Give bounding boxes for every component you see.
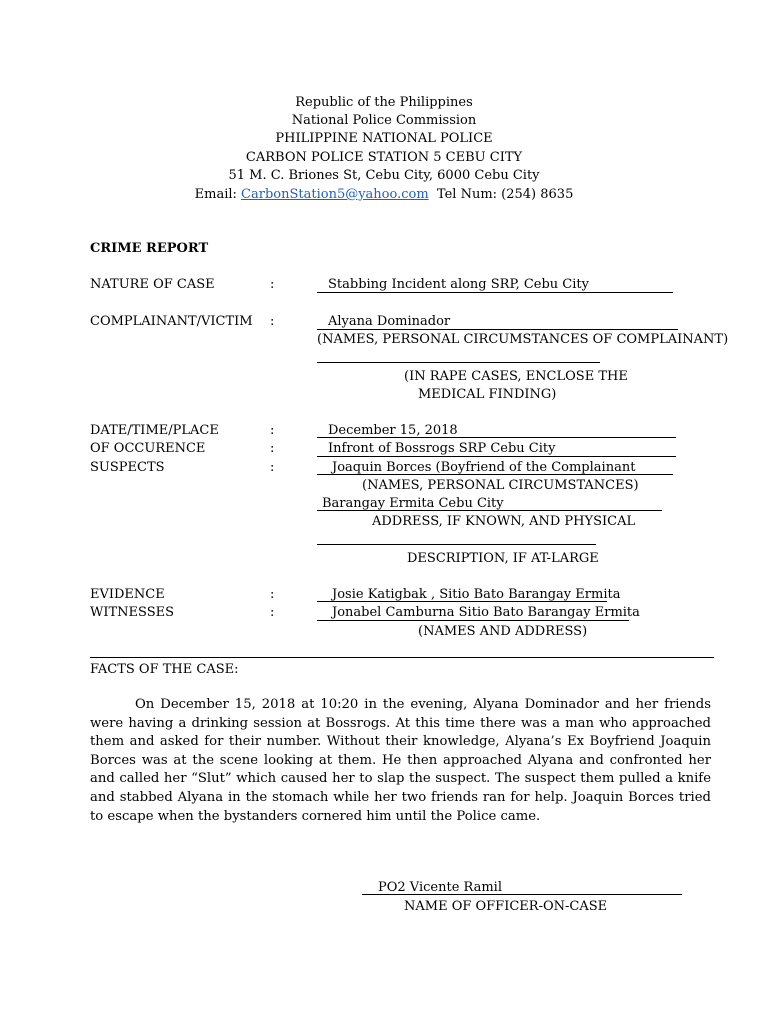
facts-paragraph: On December 15, 2018 at 10:20 in the evening, Alyana Dominador and her friends were having a drinking session at Bossrogs. At this time there was a man who approached them and asked for their number. Without their knowledge, Alyana’s Ex Boyfriend Joaquin Borces was at the scene looking at them. He then approached Alyana and confronted her and called her “Slut” which caused her to slap the suspect. The suspect them pulled a knife and stabbed Alyana in the stomach while her two friends ran for help. Joaquin Borces tried to escape when the bystanders cornered him until the Police came. [90, 697, 711, 824]
colon: : [270, 423, 275, 438]
suspect-note: (NAMES, PERSONAL CIRCUMSTANCES) [362, 478, 639, 493]
underline [317, 620, 629, 621]
colon: : [270, 460, 275, 475]
occurence-label: OF OCCURENCE [90, 441, 206, 456]
complainant-value: Alyana Dominador [328, 314, 451, 329]
rape-note-2: MEDICAL FINDING) [418, 387, 557, 402]
header-address: 51 M. C. Briones St, Cebu City, 6000 Cebu City [228, 168, 540, 183]
email-link[interactable]: CarbonStation5@yahoo.com [241, 187, 429, 202]
facts-heading: FACTS OF THE CASE: [90, 662, 239, 677]
underline [317, 474, 673, 475]
header-contact [0, 186, 768, 203]
section-divider [90, 657, 714, 658]
date-value: December 15, 2018 [328, 423, 458, 438]
description-note: DESCRIPTION, IF AT-LARGE [407, 551, 599, 566]
header-station: CARBON POLICE STATION 5 CEBU CITY [245, 150, 523, 165]
suspect-address: Barangay Ermita Cebu City [322, 496, 504, 511]
colon: : [270, 277, 275, 292]
blank-line [317, 544, 596, 545]
officer-name: PO2 Vicente Ramil [378, 880, 503, 895]
email-label: Email: [194, 187, 242, 202]
header-pnp: PHILIPPINE NATIONAL POLICE [275, 131, 493, 146]
signature-line [362, 894, 682, 895]
witness-note: (NAMES AND ADDRESS) [418, 624, 588, 639]
header-republic: Republic of the Philippines [295, 95, 473, 110]
witness-value: Jonabel Camburna Sitio Bato Barangay Ermita [332, 605, 640, 620]
header-commission: National Police Commission [291, 113, 477, 128]
officer-label: NAME OF OFFICER-ON-CASE [404, 899, 608, 914]
suspect-value: Joaquin Borces (Boyfriend of the Complainant [332, 460, 636, 475]
colon: : [270, 441, 275, 456]
underline [317, 437, 676, 438]
nature-label: NATURE OF CASE [90, 277, 215, 292]
underline [317, 510, 662, 511]
underline [317, 329, 678, 330]
rape-note-1: (IN RAPE CASES, ENCLOSE THE [404, 369, 628, 384]
suspects-label: SUSPECTS [90, 460, 165, 475]
evidence-label: EVIDENCE [90, 587, 165, 602]
address-note: ADDRESS, IF KNOWN, AND PHYSICAL [372, 514, 636, 529]
evidence-value: Josie Katigbak , Sitio Bato Barangay Ermita [332, 587, 621, 602]
witnesses-label: WITNESSES [90, 605, 175, 620]
tel-number: Tel Num: (254) 8635 [428, 187, 574, 202]
colon: : [270, 314, 275, 329]
blank-line [317, 362, 600, 363]
nature-value: Stabbing Incident along SRP, Cebu City [328, 277, 589, 292]
colon: : [270, 605, 275, 620]
colon: : [270, 587, 275, 602]
complainant-note: (NAMES, PERSONAL CIRCUMSTANCES OF COMPLAINANT) [317, 332, 729, 347]
date-label: DATE/TIME/PLACE [90, 423, 219, 438]
underline [317, 601, 607, 602]
underline [317, 292, 673, 293]
complainant-label: COMPLAINANT/VICTIM [90, 314, 253, 329]
report-title: CRIME REPORT [90, 241, 209, 256]
underline [317, 456, 676, 457]
place-value: Infront of Bossrogs SRP Cebu City [328, 441, 556, 456]
